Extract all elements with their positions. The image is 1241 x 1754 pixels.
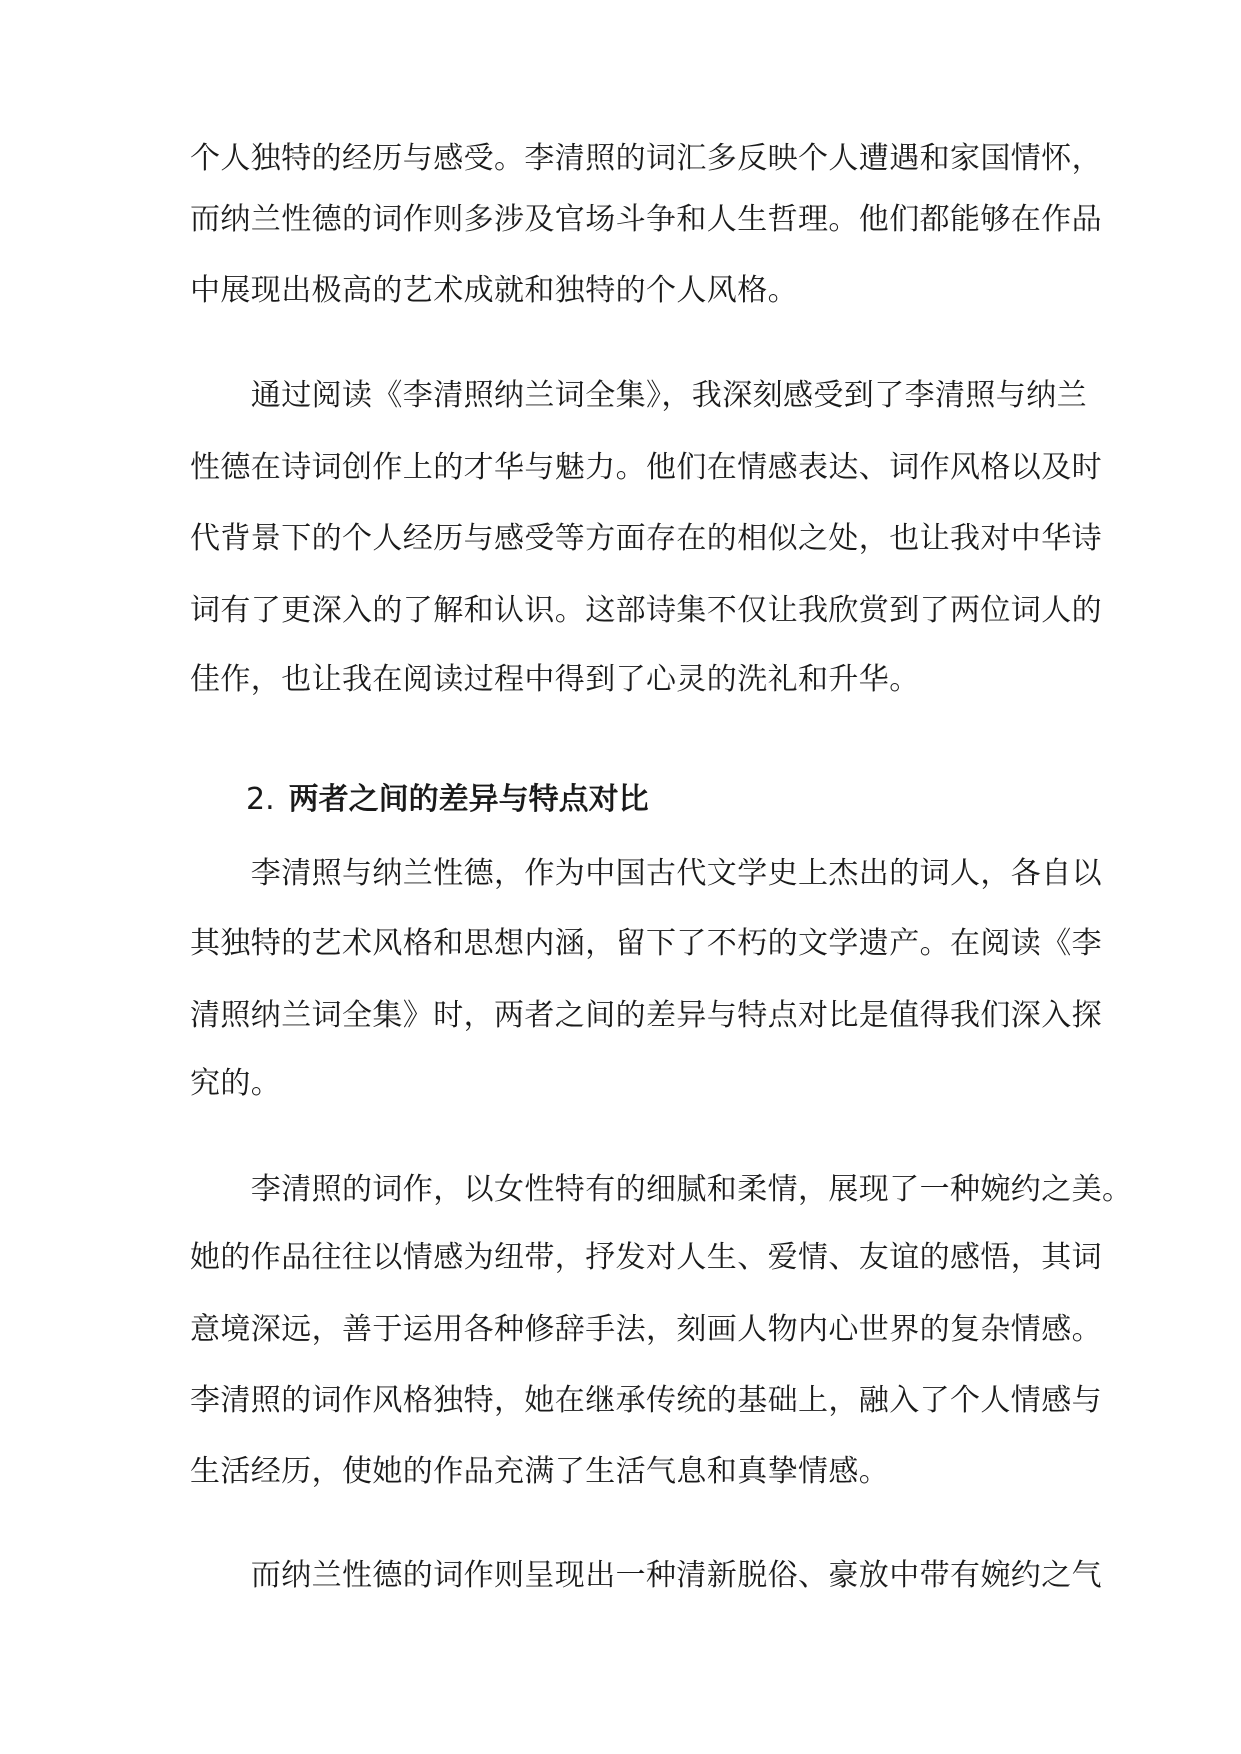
paragraph-2-line-2: 性德在诗词创作上的才华与魅力。他们在情感表达、词作风格以及时 — [190, 450, 1102, 485]
paragraph-4-line-3: 意境深远，善于运用各种修辞手法，刻画人物内心世界的复杂情感。 — [190, 1312, 1102, 1347]
paragraph-3-line-1: 李清照与纳兰性德，作为中国古代文学史上杰出的词人，各自以 — [190, 856, 1102, 891]
paragraph-4-line-5: 生活经历，使她的作品充满了生活气息和真挚情感。 — [190, 1454, 890, 1489]
paragraph-2-line-1: 通过阅读《李清照纳兰词全集》，我深刻感受到了李清照与纳兰 — [190, 378, 1087, 413]
paragraph-2-line-4: 词有了更深入的了解和认识。这部诗集不仅让我欣赏到了两位词人的 — [190, 593, 1102, 628]
paragraph-3-line-4: 究的。 — [190, 1066, 282, 1101]
paragraph-4-line-4: 李清照的词作风格独特，她在继承传统的基础上，融入了个人情感与 — [190, 1383, 1102, 1418]
paragraph-1-line-1: 个人独特的经历与感受。李清照的词汇多反映个人遭遇和家国情怀， — [190, 141, 1102, 176]
paragraph-4-line-1: 李清照的词作，以女性特有的细腻和柔情，展现了一种婉约之美。 — [190, 1172, 1133, 1207]
paragraph-2-line-3: 代背景下的个人经历与感受等方面存在的相似之处，也让我对中华诗 — [190, 521, 1102, 556]
paragraph-1-line-3: 中展现出极高的艺术成就和独特的个人风格。 — [190, 273, 798, 308]
section-heading — [246, 780, 649, 820]
section-title: 两者之间的差异与特点对比 — [288, 782, 649, 817]
paragraph-2-line-5: 佳作，也让我在阅读过程中得到了心灵的洗礼和升华。 — [190, 662, 920, 697]
paragraph-4-line-2: 她的作品往往以情感为纽带，抒发对人生、爱情、友谊的感悟，其词 — [190, 1240, 1102, 1275]
section-number: 2. — [246, 782, 275, 817]
paragraph-5-line-1: 而纳兰性德的词作则呈现出一种清新脱俗、豪放中带有婉约之气 — [190, 1558, 1102, 1593]
paragraph-1-line-2: 而纳兰性德的词作则多涉及官场斗争和人生哲理。他们都能够在作品 — [190, 202, 1102, 237]
paragraph-3-line-3: 清照纳兰词全集》时，两者之间的差异与特点对比是值得我们深入探 — [190, 998, 1102, 1033]
paragraph-3-line-2: 其独特的艺术风格和思想内涵，留下了不朽的文学遗产。在阅读《李 — [190, 926, 1102, 961]
